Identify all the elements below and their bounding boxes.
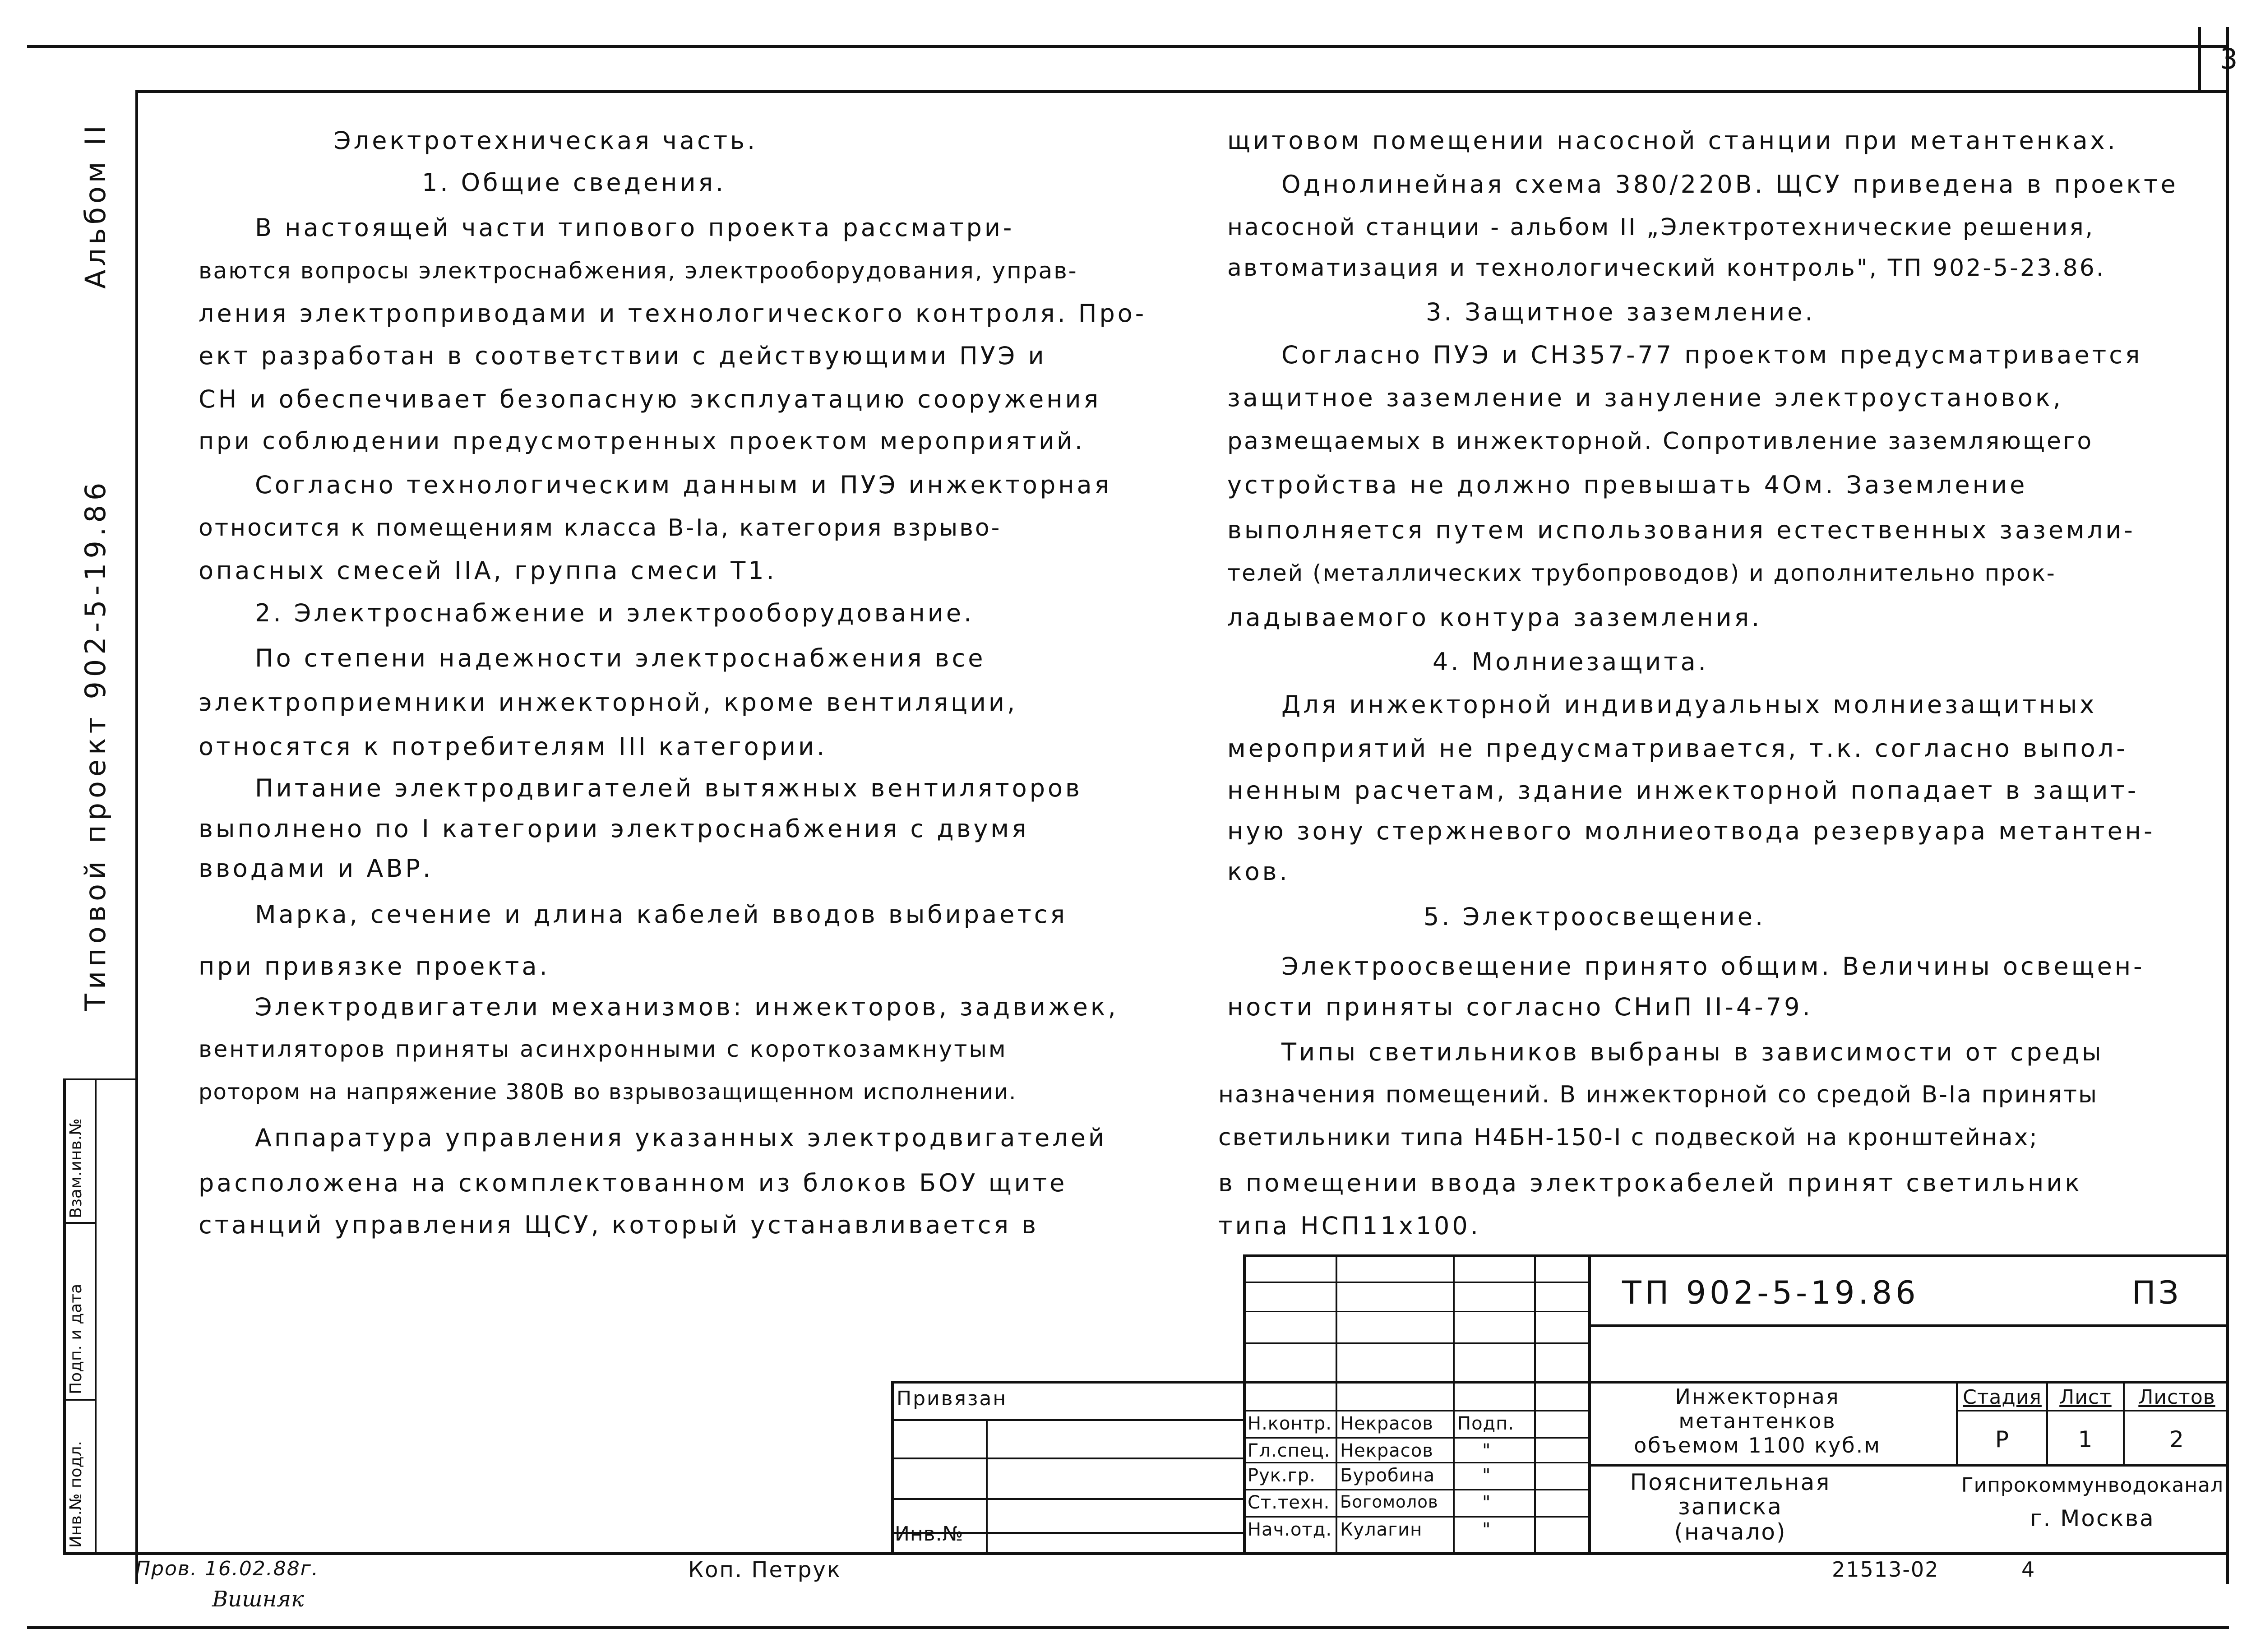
paragraph-line: назначения помещений. В инжекторной со средой В-Iа приняты: [1218, 1081, 2099, 1108]
org-name: Гипрокоммунводоканал: [1961, 1474, 2224, 1497]
stamp-inv-podl: Инв.№ подл.: [67, 1441, 85, 1548]
stamp-podp-data: Подп. и дата: [67, 1283, 85, 1394]
stage-value: Р: [1995, 1426, 2010, 1453]
doc-name-2: записка: [1678, 1494, 1783, 1520]
role-n-kontr: Н.контр.: [1248, 1413, 1332, 1434]
stage-header: Стадия: [1963, 1386, 2042, 1409]
role-ruk-gr: Рук.гр.: [1248, 1465, 1316, 1486]
paragraph-line: ления электроприводами и технологического контроля. Про-: [199, 299, 1147, 328]
paragraph-line: мероприятий не предусматривается, т.к. согласно выпол-: [1227, 734, 2128, 763]
order-number: 21513-02: [1832, 1557, 1939, 1582]
paragraph-line: Электродвигатели механизмов: инжекторов, задвижек,: [255, 993, 1119, 1021]
paragraph-line: типа НСП11х100.: [1218, 1212, 1481, 1240]
name-nach-otd: Кулагин: [1340, 1519, 1423, 1540]
paragraph-line: вентиляторов приняты асинхронными с короткозамкнутым: [199, 1036, 1008, 1062]
paragraph-line: выполнено по I категории электроснабжения с двумя: [199, 814, 1029, 843]
paragraph-line: Питание электродвигателей вытяжных вентиляторов: [255, 774, 1082, 802]
paragraph-line: По степени надежности электроснабжения все: [255, 644, 986, 672]
sign-mark: ": [1482, 1492, 1491, 1513]
section-2-heading: 2. Электроснабжение и электрооборудование.: [255, 599, 975, 627]
name-ruk-gr: Буробина: [1340, 1465, 1435, 1486]
object-name-2: метантенков: [1678, 1409, 1836, 1433]
paragraph-line: опасных смесей IIА, группа смеси Т1.: [199, 556, 777, 585]
paragraph-line: электроприемники инжекторной, кроме вентиляции,: [199, 688, 1018, 717]
sheets-header: Листов: [2138, 1386, 2215, 1409]
page-number: 3: [2220, 42, 2241, 75]
paragraph-line: при соблюдении предусмотренных проектом мероприятий.: [199, 428, 1085, 455]
doc-name-1: Пояснительная: [1630, 1469, 1831, 1495]
paragraph-line: ности приняты согласно СНиП II-4-79.: [1227, 993, 1813, 1021]
sheet-number: 4: [2021, 1557, 2038, 1582]
org-city: г. Москва: [2030, 1505, 2155, 1532]
name-gl-spec: Некрасов: [1340, 1440, 1433, 1461]
sign-mark: ": [1482, 1519, 1491, 1540]
side-stamp: [63, 1078, 138, 1552]
paragraph-line: Типы светильников выбраны в зависимости от среды: [1281, 1038, 2104, 1066]
paragraph-line: выполняется путем использования естественных заземли-: [1227, 516, 2136, 544]
paragraph-line: автоматизация и технологический контроль", ТП 902-5-23.86.: [1227, 255, 2106, 282]
stamp-vzam-inv: Взам.инв.№: [67, 1118, 85, 1218]
project-label: Типовой проект 902-5-19.86: [79, 478, 112, 1011]
paragraph-line: светильники типа Н4БН-150-I с подвеской на кронштейнах;: [1218, 1124, 2039, 1151]
inner-top-border: [138, 90, 2229, 93]
paragraph-line: защитное заземление и зануление электроустановок,: [1227, 384, 2063, 412]
sheet-header: Лист: [2059, 1386, 2112, 1409]
paragraph-line: расположена на скомплектованном из блоков БОУ щите: [199, 1169, 1068, 1197]
attached-label: Привязан: [897, 1387, 1008, 1410]
paragraph-line: щитовом помещении насосной станции при метантенках.: [1227, 126, 2118, 155]
paragraph-line: размещаемых в инжекторной. Сопротивление заземляющего: [1227, 428, 2094, 455]
paragraph-line: вводами и АВР.: [199, 854, 434, 883]
paragraph-line: ротором на напряжение 380В во взрывозащищенном исполнении.: [199, 1079, 1017, 1105]
section-5-heading: 5. Электроосвещение.: [1424, 902, 1766, 931]
page-number-box-left: [2198, 27, 2201, 93]
paragraph-line: СН и обеспечивает безопасную эксплуатацию сооружения: [199, 385, 1101, 413]
section-4-heading: 4. Молниезащита.: [1433, 648, 1709, 676]
paragraph-line: В настоящей части типового проекта рассматри-: [255, 213, 1015, 242]
heading-electrotech: Электротехническая часть.: [334, 126, 758, 155]
paragraph-line: Однолинейная схема 380/220В. ЩСУ приведена в проекте: [1281, 170, 2178, 199]
paragraph-line: телей (металлических трубопроводов) и дополнительно прок-: [1227, 560, 2056, 586]
paragraph-line: относятся к потребителям III категории.: [199, 732, 828, 761]
top-border: [27, 45, 2229, 48]
paragraph-line: ект разработан в соответствии с действующими ПУЭ и: [199, 342, 1047, 370]
sign-mark: ": [1482, 1440, 1491, 1461]
paragraph-line: в помещении ввода электрокабелей принят светильник: [1218, 1169, 2083, 1197]
paragraph-line: ладываемого контура заземления.: [1227, 603, 1762, 632]
paragraph-line: устройства не должно превышать 4Ом. Заземление: [1227, 471, 2028, 499]
doc-code: ТП 902-5-19.86: [1622, 1274, 1919, 1311]
sheet-value: 1: [2078, 1426, 2093, 1453]
name-n-kontr: Некрасов: [1340, 1413, 1433, 1434]
role-nach-otd: Нач.отд.: [1248, 1519, 1332, 1540]
paragraph-line: Согласно ПУЭ и СН357-77 проектом предусматривается: [1281, 341, 2143, 369]
check-note: Пров. 16.02.88г.: [135, 1557, 319, 1580]
signature: Вишняк: [212, 1587, 304, 1612]
sign-mark: ": [1482, 1465, 1491, 1486]
doc-name-3: (начало): [1674, 1519, 1787, 1545]
copied-by: Коп. Петрук: [688, 1557, 841, 1583]
paragraph-line: насосной станции - альбом II „Электротехнические решения,: [1227, 214, 2095, 241]
paragraph-line: Марка, сечение и длина кабелей вводов выбирается: [255, 900, 1068, 929]
bottom-border: [27, 1626, 2229, 1629]
paragraph-line: ков.: [1227, 857, 1290, 886]
inv-label: Инв.№: [895, 1522, 964, 1546]
paragraph-line: относится к помещениям класса В-Iа, категория взрыво-: [199, 514, 1002, 541]
role-gl-spec: Гл.спец.: [1248, 1440, 1331, 1461]
paragraph-line: Для инжекторной индивидуальных молниезащитных: [1281, 690, 2097, 719]
section-3-heading: 3. Защитное заземление.: [1426, 298, 1816, 326]
sign-header: Подп.: [1457, 1413, 1515, 1434]
object-name-3: объемом 1100 куб.м: [1634, 1433, 1881, 1458]
name-st-tekhn: Богомолов: [1340, 1492, 1438, 1512]
sheets-value: 2: [2169, 1426, 2184, 1453]
paragraph-line: ваются вопросы электроснабжения, электрооборудования, управ-: [199, 258, 1078, 284]
paragraph-line: Согласно технологическим данным и ПУЭ инжекторная: [255, 471, 1112, 499]
doc-mark: ПЗ: [2132, 1274, 2182, 1311]
role-st-tekhn: Ст.техн.: [1248, 1492, 1330, 1513]
album-label: Альбом II: [79, 122, 112, 289]
paragraph-line: Аппаратура управления указанных электродвигателей: [255, 1124, 1107, 1152]
section-1-heading: 1. Общие сведения.: [422, 168, 726, 197]
paragraph-line: станций управления ЩСУ, который устанавливается в: [199, 1211, 1039, 1239]
object-name-1: Инжекторная: [1675, 1384, 1840, 1409]
paragraph-line: при привязке проекта.: [199, 952, 550, 981]
paragraph-line: Электроосвещение принято общим. Величины освещен-: [1281, 952, 2145, 981]
title-block: [891, 1254, 2229, 1555]
paragraph-line: ную зону стержневого молниеотвода резервуара метантен-: [1227, 817, 2155, 845]
paragraph-line: ненным расчетам, здание инжекторной попадает в защит-: [1227, 776, 2139, 805]
